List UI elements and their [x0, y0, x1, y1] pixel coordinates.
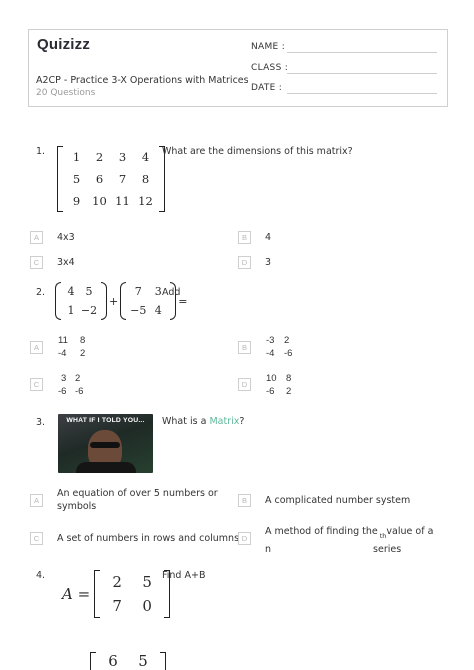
matrix-cell: 11	[115, 194, 130, 208]
quizizz-logo	[37, 36, 90, 53]
option-cell: 2	[284, 335, 290, 346]
question-number: 3.	[36, 417, 46, 428]
option-text-part: value of a	[386, 526, 434, 537]
sunglasses-icon	[90, 442, 120, 448]
matrix-cell: 12	[138, 194, 153, 208]
matrix-cell: 5	[85, 285, 93, 298]
logo-text: Quizizz	[37, 36, 91, 53]
matrix-cell: 3	[118, 150, 127, 164]
option-cell: -6	[75, 386, 84, 397]
name-label: NAME :	[251, 42, 286, 52]
question-1-matrix	[57, 146, 165, 216]
option-text-part: series	[373, 544, 402, 555]
option-cell: -4	[266, 348, 275, 359]
plus-operator: +	[109, 294, 119, 308]
option-b-text[interactable]: 4	[265, 232, 272, 243]
matrix-cell: 6	[95, 172, 104, 186]
question-4-matrix-b	[90, 652, 166, 670]
option-c-text[interactable]: 3x4	[57, 257, 75, 268]
option-text-part: n	[265, 544, 272, 555]
question-number: 4.	[36, 570, 46, 581]
matrix-cell: 5	[72, 172, 81, 186]
name-field[interactable]	[287, 52, 437, 53]
equals-sign: =	[178, 294, 188, 308]
option-a-text[interactable]: An equation of over 5 numbers or symbols	[57, 488, 218, 512]
question-4-matrix-a	[62, 570, 170, 618]
option-text-part: A method of finding the	[265, 526, 378, 537]
question-number: 2.	[36, 287, 46, 298]
question-number: 1.	[36, 146, 46, 157]
question-text-part: ?	[239, 416, 245, 427]
worksheet-title: A2CP - Practice 3-X Operations with Matrices	[36, 75, 249, 86]
option-cell: 3	[61, 373, 67, 384]
option-cell: -6	[58, 386, 67, 397]
date-field[interactable]	[287, 93, 437, 94]
matrix-cell: 1	[67, 304, 75, 317]
matrix-cell: 2	[112, 573, 122, 591]
question-text: Find A+B	[162, 570, 206, 581]
meme-caption: WHAT IF I TOLD YOU...	[66, 417, 145, 424]
option-a-matrix[interactable]	[58, 334, 96, 360]
question-text-part: What is a	[162, 416, 210, 427]
option-d-box[interactable]: D	[238, 256, 251, 269]
matrix-cell: 3	[154, 285, 162, 298]
matrix-cell: 4	[67, 285, 75, 298]
option-c-text[interactable]: A set of numbers in rows and columns	[57, 533, 240, 544]
matrix-cell: 0	[142, 597, 152, 615]
option-cell: -6	[266, 386, 275, 397]
option-cell: -6	[284, 348, 293, 359]
matrix-cell: 6	[108, 652, 118, 670]
matrix-cell: 7	[134, 285, 142, 298]
matrix-cell: 8	[141, 172, 150, 186]
option-cell: 2	[75, 373, 81, 384]
matrix-cell: 7	[118, 172, 127, 186]
option-cell: 11	[58, 335, 68, 346]
option-cell: 10	[266, 373, 277, 384]
option-c-box[interactable]: C	[30, 378, 43, 391]
matrix-label: A =	[62, 585, 91, 603]
option-d-box[interactable]: D	[238, 532, 251, 545]
question-text: Add	[162, 287, 181, 298]
matrix-cell: −5	[130, 304, 147, 317]
option-d-box[interactable]: D	[238, 378, 251, 391]
matrix-cell: 4	[154, 304, 162, 317]
option-a-box[interactable]: A	[30, 231, 43, 244]
option-cell: -3	[266, 335, 275, 346]
question-text	[162, 416, 244, 427]
option-a-box[interactable]: A	[30, 494, 43, 507]
option-a-text[interactable]: 4x3	[57, 232, 75, 243]
matrix-cell: 5	[142, 573, 152, 591]
option-subscript: th	[379, 532, 387, 540]
question-count: 20 Questions	[36, 88, 96, 98]
option-b-box[interactable]: B	[238, 494, 251, 507]
option-b-matrix[interactable]	[266, 334, 300, 360]
option-cell: -4	[58, 348, 67, 359]
option-b-text[interactable]: A complicated number system	[265, 495, 411, 506]
highlighted-term: Matrix	[209, 416, 240, 427]
matrix-cell: 10	[92, 194, 107, 208]
question-text: What are the dimensions of this matrix?	[162, 146, 353, 157]
meme-coat	[76, 462, 136, 473]
option-d-matrix[interactable]	[266, 372, 302, 398]
option-cell: 2	[80, 348, 86, 359]
option-cell: 2	[286, 386, 292, 397]
matrix-cell: −2	[80, 304, 98, 317]
matrix-cell: 4	[141, 150, 150, 164]
option-c-matrix[interactable]	[58, 372, 91, 398]
worksheet-header	[28, 29, 448, 107]
option-b-box[interactable]: B	[238, 341, 251, 354]
option-cell: 8	[286, 373, 292, 384]
matrix-cell: 5	[138, 652, 148, 670]
option-d-text[interactable]: 3	[265, 257, 272, 268]
matrix-cell: 1	[72, 150, 81, 164]
option-c-box[interactable]: C	[30, 256, 43, 269]
class-label: CLASS :	[251, 63, 289, 73]
option-a-box[interactable]: A	[30, 341, 43, 354]
meme-image	[58, 414, 153, 473]
matrix-cell: 2	[95, 150, 104, 164]
option-b-box[interactable]: B	[238, 231, 251, 244]
class-field[interactable]	[287, 73, 437, 74]
option-d-text[interactable]	[265, 525, 440, 556]
matrix-cell: 9	[72, 194, 81, 208]
option-c-box[interactable]: C	[30, 532, 43, 545]
matrix-cell: 7	[112, 597, 122, 615]
option-cell: 8	[80, 335, 86, 346]
date-label: DATE :	[251, 83, 283, 93]
